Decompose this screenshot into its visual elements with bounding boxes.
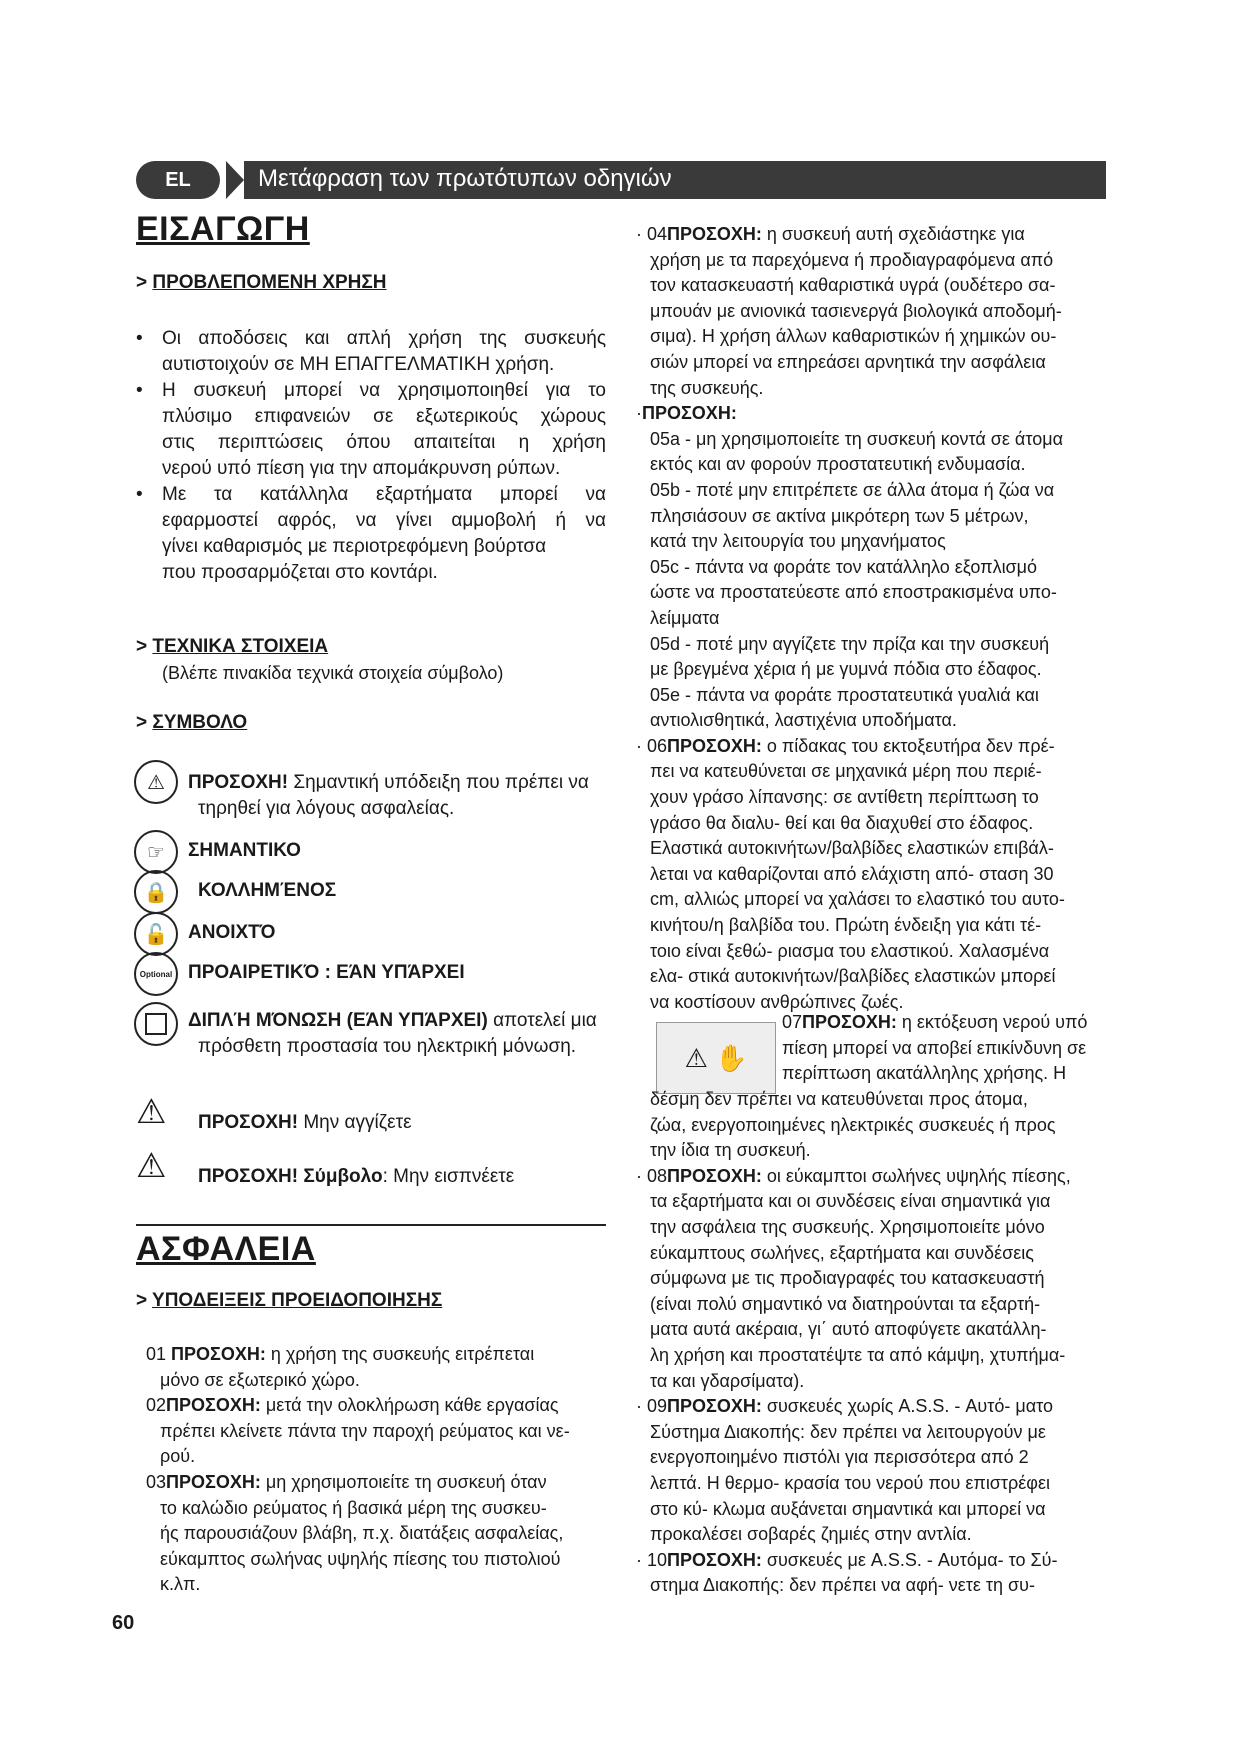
text-line: προκαλέσει σοβαρές ζημιές στην αντλία. [650,1524,972,1545]
warning-07 [782,1010,1106,1087]
text-line: δέσμη δεν πρέπει να κατευθύνεται προς άτομα, [650,1089,1028,1109]
intended-use-line: πλύσιμο επιφανειών σε εξωτερικούς χώρους [162,406,606,427]
text-line: εύκαμπτος σωλήνας υψηλής πίεσης του πιστολιού [160,1548,561,1569]
text-line: λεπτά. Η θερμο- κρασία του νερού που επιστρέφει [650,1472,1050,1493]
text-line: ·ΠΡΟΣΟΧΗ: [636,403,737,424]
text-line: · 09ΠΡΟΣΟΧΗ: συσκευές χωρίς A.S.S. - Αυτό- ματο [636,1396,1054,1417]
safety-warnings-right-2 [636,1087,1106,1599]
text-line: κινήτου/η βαλβίδα του. Πρώτη ένδειξη για κάτι τέ- [650,915,1042,936]
text-line: χρήση με τα παρεχόμενα ή προδιαγραφόμενα από [650,249,1054,270]
text-line: πει να κατευθύνεται σε μηχανικά μέρη που περιέ- [650,761,1042,782]
symbol-do-not-inhale: ΠΡΟΣΟΧΗ! Σύμβολο: Μην εισπνέετε [198,1166,515,1187]
text-line: 05b - ποτέ μην επιτρέπετε σε άλλα άτομα ή ζώα να [650,479,1055,500]
symbol-important: ΣΗΜΑΝΤΙΚΟ [188,840,301,861]
no-inhale-icon: ⚠ [136,1147,167,1185]
text-line: την ασφάλεια της συσκευής. Χρησιμοποιείτε μόνο [650,1216,1045,1237]
hand-pointer-icon: ☞ [134,830,178,874]
intended-use-line: νερού υπό πίεση για την απομάκρυνση ρύπων. [162,458,561,479]
text-line: · 06ΠΡΟΣΟΧΗ: ο πίδακας του εκτοξευτήρα δεν πρέ- [636,735,1055,756]
text-line: τα εξαρτήματα και οι συνδέσεις είναι σημαντικά για [650,1191,1051,1212]
safety-warnings-left [146,1342,606,1598]
text-line: ής παρουσιάζουν βλάβη, π.χ. διατάξεις ασφαλείας, [160,1523,564,1544]
bullet: • [136,484,143,505]
text-line: τοιο είναι ξεθώ- ριασμα του ελαστικού. Χαλασμένα [650,940,1050,961]
text-line: πίεση μπορεί να αποβεί επικίνδυνη σε [782,1037,1087,1058]
intended-use-line: • Οι αποδόσεις και απλή χρήση της συσκευής [136,326,606,352]
symbol-locked: ΚΟΛΛΗΜΈΝΟΣ [198,880,337,901]
optional-icon: Optional [134,952,178,996]
header-title: Μετάφραση των πρωτότυπων οδηγιών [258,165,672,192]
intended-use-line: • Με τα κατάλληλα εξαρτήματα μπορεί να [136,482,606,508]
text-line: γράσο θα διαλυ- θεί και θα διαχυθεί στο έδαφος. [650,812,1034,833]
text-line: ελα- στικά αυτοκινήτων/βαλβίδες ελαστικών μπορεί [650,966,1056,987]
text-line: μπουάν με ανιονικά τασιενεργά βιολογικά αποδομή- [650,300,1062,321]
text-line: 03ΠΡΟΣΟΧΗ: μη χρησιμοποιείτε τη συσκευή όταν [146,1471,547,1492]
text-line: την ίδια τη συσκευή. [650,1140,811,1161]
text-line: 05c - πάντα να φοράτε τον κατάλληλο εξοπλισμό [650,556,1038,577]
intended-use-title: > ΠΡΟΒΛΕΠΟΜΕΝΗ ΧΡΗΣΗ [136,272,387,293]
text-line: πλησιάσουν σε ακτίνα μικρότερη των 5 μέτρων, [650,505,1029,526]
symbol-optional: ΠΡΟΑΙΡΕΤΙΚΌ : ΕΆΝ ΥΠΆΡΧΕΙ [188,962,465,983]
text-line: (είναι πολύ σημαντικό να διατηρούνται τα εξαρτή- [650,1293,1041,1314]
intended-use-line: αυτιστοιχούν σε ΜΗ ΕΠΑΓΓΕΛΜΑΤΙΚΗ χρήση. [162,354,555,375]
text-line: · 10ΠΡΟΣΟΧΗ: συσκευές με A.S.S. - Αυτόμα- το Σύ- [636,1549,1058,1570]
text-line: ενεργοποιημένο πιστόλι για περισσότερα από 2 [650,1447,1029,1468]
warning-icon: ⚠ [134,760,178,804]
text-line: ματα αυτά ακέραια, γι΄ αυτό αποφύγετε ακατάλλη- [650,1319,1047,1340]
text-line: κ.λπ. [160,1574,201,1595]
text-line: 05d - ποτέ μην αγγίζετε την πρίζα και την συσκευή [650,633,1050,654]
intended-use-line: γίνει καθαρισμός με περιοτρεφόμενη βούρτσα [162,536,547,557]
text-line: 01 ΠΡΟΣΟΧΗ: η χρήση της συσκευής ειτρέπεται [146,1344,535,1364]
text-line: λείμματα [650,607,720,628]
intro-heading: ΕΙΣΑΓΩΓΗ [136,210,310,248]
intended-use-line: που προσαρμόζεται στο κοντάρι. [162,562,438,583]
text-line: εκτός και αν φορούν προστατευτική ενδυμασία. [650,454,1026,475]
symbol-warning: ΠΡΟΣΟΧΗ! Σημαντική υπόδειξη που πρέπει να τηρηθεί για λόγους ασφαλείας. [188,772,589,819]
safety-heading: ΑΣΦΑΛΕΙΑ [136,1230,316,1268]
safety-warnings-right [636,222,1106,1015]
page-number: 60 [112,1612,135,1634]
text-line: μόνο σε εξωτερικό χώρο. [160,1369,360,1390]
section-divider [136,1224,606,1226]
text-line: cm, αλλιώς μπορεί να χαλάσει το ελαστικό του αυτο- [650,889,1065,910]
text-line: αντιολισθητικά, λαστιχένια υποδήματα. [650,710,957,731]
lock-open-icon: 🔓 [134,912,178,956]
text-line: σύμφωνα με τις προδιαγραφές του κατασκευαστή [650,1268,1045,1289]
text-line: Σύστημα Διακοπής: δεν πρέπει να λειτουργούν με [650,1421,1046,1442]
text-line: 07ΠΡΟΣΟΧΗ: η εκτόξευση νερού υπό [782,1012,1088,1032]
text-line: να κοστίσουν ανθρώπινες ζωές. [650,991,904,1012]
text-line: σιμα). Η χρήση άλλων καθαριστικών ή χημικών ου- [650,326,1057,347]
text-line: 05a - μη χρησιμοποιείτε τη συσκευή κοντά σε άτομα [650,428,1063,449]
text-line: εύκαμπτους σωλήνες, εξαρτήματα και συνδέσεις [650,1242,1034,1263]
text-line: στημα Διακοπής: δεν πρέπει να αφή- νετε τη συ- [650,1575,1035,1596]
technical-title: > ΤΕΧΝΙΚΑ ΣΤΟΙΧΕΙΑ [136,636,329,657]
text-line: το καλώδιο ρεύματος ή βασικά μέρη της συσκευ- [160,1497,547,1518]
warnings-title: > ΥΠΟΔΕΙΞΕΙΣ ΠΡΟΕΙΔΟΠΟΙΗΣΗΣ [136,1290,443,1311]
bullet: • [136,380,143,401]
text-line: πρέπει κλείνετε πάντα την παροχή ρεύματος και νε- [160,1420,570,1441]
technical-note: (Βλέπε πινακίδα τεχνικά στοιχεία σύμβολο) [162,663,504,683]
text-line: σιών μπορεί να επηρεάσει αρνητικά την ασφάλεια [650,351,1046,372]
text-line: περίπτωση ακατάλληλης χρήσης. Η [782,1063,1067,1084]
text-line: · 08ΠΡΟΣΟΧΗ: οι εύκαμπτοι σωλήνες υψηλής πίεσης, [636,1165,1071,1186]
intended-use-line: στις περιπτώσεις όπου απαιτείται η χρήση [162,432,606,453]
lock-closed-icon: 🔒 [134,870,178,914]
text-line: Ελαστικά αυτοκινήτων/βαλβίδες ελαστικών επιβάλ- [650,838,1054,859]
text-line: 02ΠΡΟΣΟΧΗ: μετά την ολοκλήρωση κάθε εργασίας [146,1395,559,1416]
language-badge: EL [136,161,220,199]
text-line: κατά την λειτουργία του μηχανήματος [650,531,946,552]
text-line: λεται να καθαρίζονται από ελάχιστη από- σταση 30 [650,863,1054,884]
text-line: λη χρήση και προστατέψτε τα από κάμψη, χτυπήμα- [650,1344,1066,1365]
text-line: ώστε να προστατεύεστε από εποστρακισμένα υπο- [650,582,1057,603]
text-line: · 04ΠΡΟΣΟΧΗ: η συσκευή αυτή σχεδιάστηκε για [636,224,1025,244]
bullet: • [136,328,143,349]
text-line: χουν γράσο λίπανσης: σε αντίθετη περίπτωση το [650,787,1039,808]
text-line: της συσκευής. [650,377,764,398]
intended-use-line: • Η συσκευή μπορεί να χρησιμοποιηθεί για το [136,378,606,404]
symbol-open: ΑΝΟΙΧΤΌ [188,922,276,943]
text-line: στο κύ- κλωμα αυξάνεται σημαντικά και μπορεί να [650,1498,1046,1519]
hot-surface-icon: ⚠ [136,1093,167,1131]
symbol-title: > ΣΥΜΒΟΛΟ [136,712,248,733]
text-line: ζώα, ενεργοποιημένες ηλεκτρικές συσκευές ή προς [650,1114,1056,1135]
double-insulation-icon [134,1002,178,1046]
symbol-double-insulation: ΔΙΠΛΉ ΜΌΝΩΣΗ (ΕΆΝ ΥΠΆΡΧΕΙ) αποτελεί μια πρόσθετη προστασία του ηλεκτρική μόνωση. [188,1010,597,1057]
text-line: τα και γδαρσίματα). [650,1370,805,1391]
symbol-do-not-touch: ΠΡΟΣΟΧΗ! Μην αγγίζετε [198,1112,412,1133]
text-line: ρού. [160,1446,196,1467]
intended-use-line: εφαρμοστεί αφρός, να γίνει αμμοβολή ή να [162,510,606,531]
intended-use-list [136,326,606,586]
water-jet-warning-icon: ⚠ ✋ [656,1022,776,1094]
text-line: με βρεγμένα χέρια ή με γυμνά πόδια στο έδαφος. [650,659,1042,680]
text-line: τον κατασκευαστή καθαριστικά υγρά (ουδέτερο σα- [650,275,1056,296]
header-notch [226,161,244,199]
text-line: 05e - πάντα να φοράτε προστατευτικά γυαλιά και [650,684,1039,705]
